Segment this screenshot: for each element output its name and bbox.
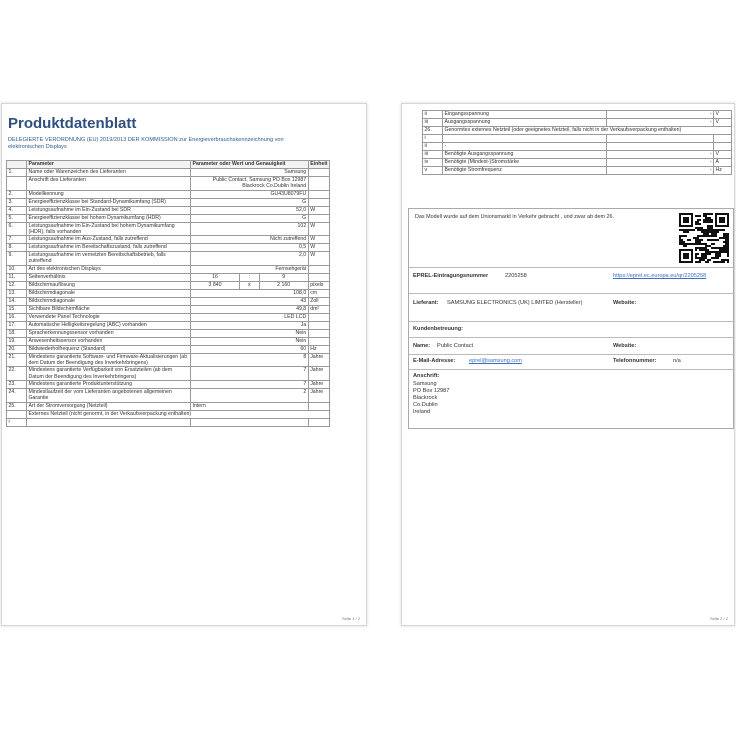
datasheet-page-2 bbox=[401, 103, 735, 626]
row-number: 20. bbox=[7, 345, 27, 353]
customer-service-label: Kundenbetreuung: bbox=[413, 326, 464, 332]
table-row bbox=[423, 135, 732, 143]
header-number bbox=[7, 161, 27, 169]
header-value: Parameter oder Wert und Genauigkeit bbox=[191, 161, 309, 169]
row-number: v bbox=[423, 167, 443, 175]
table-row bbox=[7, 206, 330, 214]
row-unit bbox=[308, 177, 329, 191]
table-row bbox=[423, 159, 732, 167]
row-number: 9. bbox=[7, 252, 27, 266]
table-row bbox=[7, 313, 330, 321]
row-number: 15. bbox=[7, 305, 27, 313]
row-parameter: Benötigte (Mindest-)Stromstärke bbox=[443, 159, 607, 167]
row-number: 16. bbox=[7, 313, 27, 321]
row-number: 22. bbox=[7, 367, 27, 381]
row-number: i bbox=[423, 135, 443, 143]
row-parameter: Externes Netzteil (nicht genormt, in der Verkaufsverpackung enthalten) bbox=[27, 410, 330, 418]
row-unit: Zoll bbox=[308, 297, 329, 305]
row-value: 2 bbox=[191, 388, 309, 402]
address-line: Co.Dublin bbox=[413, 402, 438, 408]
table-row bbox=[423, 111, 732, 119]
email-label: E-Mail-Adresse: bbox=[413, 358, 456, 364]
row-unit: Jahre bbox=[308, 380, 329, 388]
row-number: 4. bbox=[7, 206, 27, 214]
row-number: 11. bbox=[7, 273, 27, 281]
row-parameter: Energieeffizienzklasse bei hohem Dynamikumfang (HDR) bbox=[27, 214, 191, 222]
row-number: 18. bbox=[7, 329, 27, 337]
row-parameter: Genormtes externes Netzteil (oder geeignetes Netzteil, falls nicht in der Verkaufsverpackung enthalten) bbox=[443, 127, 732, 135]
row-value: - bbox=[607, 111, 714, 119]
row-value: 43 bbox=[191, 297, 309, 305]
row-number: 23. bbox=[7, 380, 27, 388]
row-number: 7. bbox=[7, 236, 27, 244]
row-unit bbox=[714, 135, 732, 143]
row-number bbox=[7, 410, 27, 418]
row-unit bbox=[308, 265, 329, 273]
row-unit bbox=[308, 198, 329, 206]
row-parameter: Benötigte Stromfrequenz bbox=[443, 167, 607, 175]
row-value: - bbox=[607, 119, 714, 127]
row-value: 2,0 bbox=[191, 252, 309, 266]
table-row bbox=[423, 143, 732, 151]
row-value: Public Contact, Samsung PO Box 12987 Blackrock Co.Dublin Ireland bbox=[191, 177, 309, 191]
row-parameter: Anwesenheitssensor vorhanden bbox=[27, 337, 191, 345]
row-number bbox=[7, 177, 27, 191]
row-unit: dm² bbox=[308, 305, 329, 313]
table-row bbox=[7, 214, 330, 222]
table-row bbox=[7, 289, 330, 297]
row-unit bbox=[308, 418, 329, 426]
row-value: - bbox=[607, 151, 714, 159]
row-number: 3. bbox=[7, 198, 27, 206]
row-unit bbox=[308, 402, 329, 410]
address-line: Samsung bbox=[413, 381, 437, 387]
row-number: 6. bbox=[7, 222, 27, 236]
row-parameter: Spracherkennungssensor vorhanden bbox=[27, 329, 191, 337]
table-row bbox=[423, 119, 732, 127]
row-unit bbox=[308, 214, 329, 222]
row-unit: W bbox=[308, 206, 329, 214]
row-unit: Hz bbox=[308, 345, 329, 353]
table-row bbox=[7, 236, 330, 244]
phone-value: n/a bbox=[673, 358, 681, 364]
row-value-1: 16 bbox=[191, 273, 240, 281]
header-unit: Einheit bbox=[310, 161, 328, 167]
row-parameter: Leistungsaufnahme im Ein-Zustand bei hohem Dynamikumfang (HDR), falls vorhanden bbox=[27, 222, 191, 236]
row-value: Ja bbox=[191, 321, 309, 329]
row-unit bbox=[308, 313, 329, 321]
page-title: Produktdatenblatt bbox=[8, 115, 137, 132]
row-unit: W bbox=[308, 244, 329, 252]
table-row bbox=[7, 273, 330, 281]
row-parameter: Bildschirmauflösung bbox=[27, 281, 191, 289]
row-number: 21. bbox=[7, 353, 27, 367]
row-number: 12. bbox=[7, 281, 27, 289]
qr-code-icon bbox=[679, 213, 729, 263]
row-parameter: Bildschirmdiagonale bbox=[27, 297, 191, 305]
row-value: Nein bbox=[191, 329, 309, 337]
row-value bbox=[607, 143, 714, 151]
row-unit bbox=[308, 337, 329, 345]
row-unit bbox=[308, 329, 329, 337]
row-value: 8 bbox=[191, 353, 309, 367]
row-value: Nicht zutreffend bbox=[191, 236, 309, 244]
row-unit bbox=[714, 143, 732, 151]
row-value: 52,0 bbox=[191, 206, 309, 214]
product-data-table bbox=[6, 160, 330, 427]
table-row bbox=[7, 353, 330, 367]
table-row bbox=[7, 388, 330, 402]
table-row bbox=[7, 222, 330, 236]
table-row bbox=[7, 329, 330, 337]
row-value: - bbox=[607, 159, 714, 167]
row-value: G bbox=[191, 214, 309, 222]
table-row bbox=[7, 198, 330, 206]
row-unit bbox=[308, 273, 329, 281]
row-parameter: Art der Stromversorgung (Netzteil) bbox=[27, 402, 191, 410]
row-parameter: - bbox=[443, 143, 607, 151]
eprel-label: EPREL-Eintragungsnummer bbox=[413, 273, 489, 279]
page-footer: Seite 2 / 2 bbox=[709, 616, 728, 621]
eprel-info-box bbox=[408, 208, 734, 429]
table-header-row bbox=[7, 161, 330, 169]
row-number: iii bbox=[423, 151, 443, 159]
table-row bbox=[7, 244, 330, 252]
row-parameter: Sichtbare Bildschirmfläche bbox=[27, 305, 191, 313]
row-number: iv bbox=[423, 159, 443, 167]
row-unit: Jahre bbox=[308, 367, 329, 381]
row-value: 7 bbox=[191, 380, 309, 388]
row-value-2: 2 160 bbox=[259, 281, 308, 289]
row-unit: cm bbox=[308, 289, 329, 297]
row-parameter: Verwendete Panel Technologie bbox=[27, 313, 191, 321]
table-row bbox=[7, 177, 330, 191]
table-row bbox=[7, 380, 330, 388]
row-unit: Jahre bbox=[308, 353, 329, 367]
row-value: Intern bbox=[191, 402, 309, 410]
row-parameter: Modellkennung bbox=[27, 190, 191, 198]
row-value: Fernsehgerät bbox=[191, 265, 309, 273]
address-block bbox=[413, 381, 449, 416]
row-parameter: Mindestens garantierte Produktunterstützung bbox=[27, 380, 191, 388]
row-parameter: Leistungsaufnahme im Aus-Zustand, falls zutreffend bbox=[27, 236, 191, 244]
row-value bbox=[607, 135, 714, 143]
table-row bbox=[7, 281, 330, 289]
power-supply-table bbox=[422, 110, 732, 175]
name-label: Name: bbox=[413, 343, 431, 349]
row-value-1: 3 840 bbox=[191, 281, 240, 289]
supplier-value: SAMSUNG ELECTRONICS (UK) LIMITED (Hersteller) bbox=[447, 300, 583, 306]
row-value-2: 9 bbox=[259, 273, 308, 281]
row-value: Samsung bbox=[191, 169, 309, 177]
row-number: 24. bbox=[7, 388, 27, 402]
row-number: 2. bbox=[7, 190, 27, 198]
table-row bbox=[7, 252, 330, 266]
supplier-label: Lieferant: bbox=[413, 300, 439, 306]
row-number: 17. bbox=[7, 321, 27, 329]
row-parameter: Art des elektronischen Displays bbox=[27, 265, 191, 273]
row-number: i bbox=[7, 418, 27, 426]
row-unit: Hz bbox=[714, 167, 732, 175]
row-unit bbox=[308, 321, 329, 329]
row-parameter: Eingangsspannung bbox=[443, 111, 607, 119]
table-row bbox=[7, 297, 330, 305]
row-number: 5. bbox=[7, 214, 27, 222]
row-value: LED LCD bbox=[191, 313, 309, 321]
email-link[interactable]: eprel@samsung.com bbox=[469, 358, 522, 364]
row-number: 14. bbox=[7, 297, 27, 305]
name-value: Public Contact bbox=[437, 343, 474, 349]
regulation-text: DELEGIERTE VERORDNUNG (EU) 2019/2013 DER KOMMISSION zur Energieverbrauchskennzeichnung von elektronischen Displays bbox=[8, 137, 284, 150]
table-row bbox=[423, 127, 732, 135]
row-number: 26. bbox=[423, 127, 443, 135]
eprel-number: 2205258 bbox=[505, 273, 527, 279]
row-value: 49,8 bbox=[191, 305, 309, 313]
page-footer: Seite 1 / 2 bbox=[341, 616, 360, 621]
market-intro-text: Das Modell wurde auf dem Unionsmarkt in Verkehr gebracht , und zwar ab dem 26. bbox=[415, 214, 614, 220]
header-parameter: Parameter bbox=[27, 161, 191, 169]
table-row bbox=[7, 410, 330, 418]
row-parameter: Bildwiederholfrequenz (Standard) bbox=[27, 345, 191, 353]
row-unit: V bbox=[714, 111, 732, 119]
row-parameter: Seitenverhältnis bbox=[27, 273, 191, 281]
row-number: iii bbox=[423, 119, 443, 127]
row-number: 25. bbox=[7, 402, 27, 410]
row-unit: W bbox=[308, 252, 329, 266]
row-parameter: Name oder Warenzeichen des Lieferanten bbox=[27, 169, 191, 177]
row-value: GU43U8079FU bbox=[191, 190, 309, 198]
row-parameter bbox=[443, 135, 607, 143]
row-unit: A bbox=[714, 159, 732, 167]
row-unit: W bbox=[308, 236, 329, 244]
datasheet-page-1 bbox=[1, 103, 367, 626]
row-unit bbox=[308, 169, 329, 177]
table-row bbox=[7, 345, 330, 353]
address-line: PO Box 12987 bbox=[413, 388, 450, 394]
row-parameter: Automatische Helligkeitsregelung (ABC) vorhanden bbox=[27, 321, 191, 329]
row-number: 8. bbox=[7, 244, 27, 252]
row-parameter: Mindestlaufzeit der vom Lieferanten angebotenen allgemeinen Garantie bbox=[27, 388, 191, 402]
eprel-link[interactable]: https://eprel.ec.europa.eu/qr/2205258 bbox=[613, 273, 707, 279]
row-parameter: Anschrift des Lieferanten bbox=[27, 177, 191, 191]
row-number: 1. bbox=[7, 169, 27, 177]
table-row bbox=[7, 169, 330, 177]
row-value: 7 bbox=[191, 367, 309, 381]
row-unit: pixels bbox=[308, 281, 329, 289]
row-value: Nein bbox=[191, 337, 309, 345]
row-value-sep: x bbox=[240, 281, 260, 289]
table-row bbox=[7, 418, 330, 426]
row-value: 102 bbox=[191, 222, 309, 236]
address-label: Anschrift: bbox=[413, 373, 440, 379]
row-number: 19. bbox=[7, 337, 27, 345]
row-value: G bbox=[191, 198, 309, 206]
phone-label: Telefonnummer: bbox=[613, 358, 657, 364]
table-row bbox=[7, 367, 330, 381]
address-line: Ireland bbox=[413, 409, 431, 415]
website-label: Website: bbox=[613, 300, 637, 306]
row-parameter: Leistungsaufnahme im Bereitschaftszustand, falls zutreffend bbox=[27, 244, 191, 252]
row-unit: V bbox=[714, 151, 732, 159]
row-unit: Jahre bbox=[308, 388, 329, 402]
table-row bbox=[7, 265, 330, 273]
address-line: Blackrock bbox=[413, 395, 438, 401]
table-row bbox=[423, 151, 732, 159]
row-value bbox=[191, 418, 309, 426]
row-number: ii bbox=[423, 143, 443, 151]
row-unit: W bbox=[308, 222, 329, 236]
row-value: - bbox=[607, 167, 714, 175]
row-number: 13. bbox=[7, 289, 27, 297]
row-parameter bbox=[27, 418, 191, 426]
row-value: 0,5 bbox=[191, 244, 309, 252]
row-parameter: Leistungsaufnahme im vernetzten Bereitschaftsbetrieb, falls zutreffend bbox=[27, 252, 191, 266]
table-row bbox=[7, 337, 330, 345]
row-number: 10. bbox=[7, 265, 27, 273]
row-parameter: Ausgangsspannung bbox=[443, 119, 607, 127]
row-parameter: Mindestens garantierte Verfügbarkeit von Ersatzteilen (ab dem Datum der Beendigung des Inverkehrbringens) bbox=[27, 367, 191, 381]
row-parameter: Bildschirmdiagonale bbox=[27, 289, 191, 297]
row-parameter: Mindestens garantierte Software- und Firmware-Aktualisierungen (ab dem Datum der Beendigung des Inverkehrbringens) bbox=[27, 353, 191, 367]
row-value: 108,0 bbox=[191, 289, 309, 297]
row-unit bbox=[308, 190, 329, 198]
table-row bbox=[7, 305, 330, 313]
table-row bbox=[7, 402, 330, 410]
table-row bbox=[7, 321, 330, 329]
row-value-sep: : bbox=[240, 273, 260, 281]
row-parameter: Energieeffizienzklasse bei Standard-Dynamikumfang (SDR) bbox=[27, 198, 191, 206]
table-row bbox=[7, 190, 330, 198]
website-label-2: Website: bbox=[613, 343, 637, 349]
row-number: ii bbox=[423, 111, 443, 119]
row-unit: V bbox=[714, 119, 732, 127]
row-value: 60 bbox=[191, 345, 309, 353]
table-row bbox=[423, 167, 732, 175]
row-parameter: Leistungsaufnahme im Ein-Zustand bei SDR bbox=[27, 206, 191, 214]
row-parameter: Benötigte Ausgangsspannung bbox=[443, 151, 607, 159]
